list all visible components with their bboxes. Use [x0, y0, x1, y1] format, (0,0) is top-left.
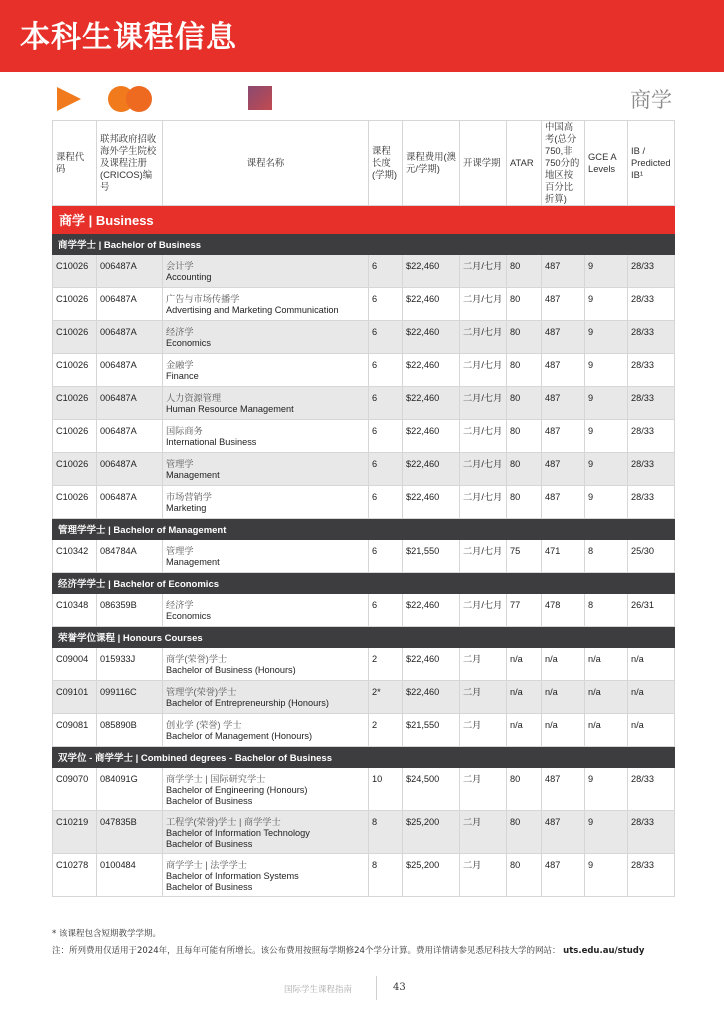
header-ib: IB / Predicted IB¹	[628, 121, 675, 206]
cell-gaokao: 487	[542, 486, 585, 519]
cell-gaokao: 487	[542, 453, 585, 486]
group-header	[53, 627, 675, 648]
square-icon	[248, 86, 272, 110]
cell-fee: $21,550	[403, 714, 460, 747]
cell-gce: 8	[585, 540, 628, 573]
course-name-cn: 金融学	[166, 360, 194, 370]
course-name-cn: 创业学 (荣誉) 学士	[166, 720, 242, 730]
cell-fee: $21,550	[403, 540, 460, 573]
cell-length: 6	[369, 453, 403, 486]
course-name-cn: 人力资源管理	[166, 393, 222, 403]
page-title: 本科生课程信息	[20, 20, 237, 55]
cell-gaokao: 487	[542, 387, 585, 420]
cell-atar: 80	[507, 420, 542, 453]
cell-atar: 80	[507, 486, 542, 519]
cell-gce: 8	[585, 594, 628, 627]
cell-length: 8	[369, 854, 403, 897]
table-row	[53, 420, 675, 453]
cell-cricos: 084091G	[97, 768, 163, 811]
header-intake: 开课学期	[460, 121, 507, 206]
cell-gaokao: 478	[542, 594, 585, 627]
cell-atar: n/a	[507, 648, 542, 681]
course-name-en: Bachelor of Business (Honours)	[166, 665, 296, 675]
cell-course-name	[163, 288, 369, 321]
cell-code: C10026	[53, 354, 97, 387]
cell-code: C10278	[53, 854, 97, 897]
double-circle-icon	[108, 86, 152, 112]
cell-cricos: 006487A	[97, 354, 163, 387]
group-title: 双学位 - 商学学士 | Combined degrees - Bachelor of Business	[53, 747, 675, 768]
cell-fee: $22,460	[403, 354, 460, 387]
cell-fee: $24,500	[403, 768, 460, 811]
course-name-en: Finance	[166, 371, 199, 381]
cell-length: 6	[369, 486, 403, 519]
cell-gaokao: n/a	[542, 648, 585, 681]
cell-fee: $22,460	[403, 486, 460, 519]
cell-atar: 80	[507, 321, 542, 354]
cell-intake: 二月/七月	[460, 387, 507, 420]
cell-course-name	[163, 420, 369, 453]
cell-length: 6	[369, 420, 403, 453]
table-row	[53, 811, 675, 854]
cell-gaokao: 487	[542, 854, 585, 897]
cell-length: 8	[369, 811, 403, 854]
group-title: 商学学士 | Bachelor of Business	[53, 234, 675, 255]
cell-gce: n/a	[585, 681, 628, 714]
cell-cricos: 006487A	[97, 420, 163, 453]
cell-atar: 80	[507, 854, 542, 897]
course-name-en: Economics	[166, 338, 211, 348]
table-row	[53, 453, 675, 486]
cell-code: C10026	[53, 420, 97, 453]
course-name-en: Advertising and Marketing Communication	[166, 305, 339, 315]
course-name-cn: 市场营销学	[166, 492, 212, 502]
course-name-en: International Business	[166, 437, 257, 447]
cell-ib: 25/30	[628, 540, 675, 573]
cell-atar: 80	[507, 453, 542, 486]
cell-code: C10026	[53, 387, 97, 420]
cell-code: C09070	[53, 768, 97, 811]
cell-ib: n/a	[628, 714, 675, 747]
header-gce: GCE A Levels	[585, 121, 628, 206]
cell-fee: $22,460	[403, 681, 460, 714]
cell-ib: 28/33	[628, 321, 675, 354]
cell-cricos: 047835B	[97, 811, 163, 854]
cell-length: 6	[369, 594, 403, 627]
cell-length: 2	[369, 714, 403, 747]
cell-atar: 77	[507, 594, 542, 627]
course-name-en: Management	[166, 557, 220, 567]
cell-ib: 26/31	[628, 594, 675, 627]
group-header	[53, 519, 675, 540]
cell-ib: 28/33	[628, 255, 675, 288]
cell-ib: 28/33	[628, 354, 675, 387]
cell-course-name	[163, 681, 369, 714]
cell-length: 6	[369, 288, 403, 321]
cell-intake: 二月/七月	[460, 420, 507, 453]
cell-course-name	[163, 811, 369, 854]
cell-code: C10219	[53, 811, 97, 854]
cell-fee: $22,460	[403, 255, 460, 288]
course-name-cn: 工程学(荣誉)学士 | 商学学士	[166, 817, 281, 827]
cell-gaokao: 487	[542, 288, 585, 321]
cell-cricos: 006487A	[97, 453, 163, 486]
course-name-cn: 国际商务	[166, 426, 203, 436]
cell-intake: 二月/七月	[460, 288, 507, 321]
cell-course-name	[163, 321, 369, 354]
cell-code: C10342	[53, 540, 97, 573]
cell-code: C10026	[53, 486, 97, 519]
cell-intake: 二月	[460, 768, 507, 811]
cell-gce: n/a	[585, 648, 628, 681]
cell-gaokao: 487	[542, 354, 585, 387]
course-name-en: Bachelor of Business	[166, 796, 253, 806]
course-name-en: Management	[166, 470, 220, 480]
cell-cricos: 099116C	[97, 681, 163, 714]
header-banner	[0, 0, 724, 72]
footnote-asterisk: * 该课程包含短期教学学期。	[52, 929, 161, 939]
cell-ib: 28/33	[628, 768, 675, 811]
cell-course-name	[163, 354, 369, 387]
cell-intake: 二月	[460, 854, 507, 897]
website-link[interactable]: uts.edu.au/study	[563, 946, 645, 956]
group-header	[53, 747, 675, 768]
course-name-en: Bachelor of Information Systems	[166, 871, 299, 881]
course-name-en: Bachelor of Business	[166, 882, 253, 892]
page-number: 43	[393, 982, 406, 993]
header-code: 课程代码	[53, 121, 97, 206]
cell-gce: 9	[585, 768, 628, 811]
table-row	[53, 288, 675, 321]
cell-atar: 75	[507, 540, 542, 573]
course-name-en: Economics	[166, 611, 211, 621]
cell-cricos: 084784A	[97, 540, 163, 573]
course-name-en: Bachelor of Entrepreneurship (Honours)	[166, 698, 329, 708]
group-title: 荣誉学位课程 | Honours Courses	[53, 627, 675, 648]
cell-gce: 9	[585, 453, 628, 486]
cell-intake: 二月	[460, 681, 507, 714]
footer-guide-title: 国际学生课程指南	[284, 985, 353, 995]
cell-cricos: 006487A	[97, 387, 163, 420]
cell-code: C10026	[53, 453, 97, 486]
course-table	[52, 120, 675, 897]
cell-gaokao: 487	[542, 321, 585, 354]
header-course-name: 课程名称	[163, 121, 369, 206]
cell-course-name	[163, 387, 369, 420]
cell-atar: n/a	[507, 681, 542, 714]
cell-cricos: 086359B	[97, 594, 163, 627]
cell-length: 6	[369, 540, 403, 573]
footnote-note-text: 注：所列费用仅适用于2024年，且每年可能有所增长。该公布费用按照每学期修24个学分计算。费用详情请参见悉尼科技大学的网站：	[52, 946, 561, 956]
cell-ib: 28/33	[628, 453, 675, 486]
cell-gce: 9	[585, 255, 628, 288]
cell-course-name	[163, 854, 369, 897]
course-name-en: Bachelor of Information Technology	[166, 828, 310, 838]
cell-cricos: 006487A	[97, 486, 163, 519]
group-header	[53, 573, 675, 594]
cell-ib: 28/33	[628, 387, 675, 420]
course-name-en: Bachelor of Management (Honours)	[166, 731, 313, 741]
cell-course-name	[163, 453, 369, 486]
cell-ib: 28/33	[628, 420, 675, 453]
table-row	[53, 594, 675, 627]
cell-ib: n/a	[628, 648, 675, 681]
cell-course-name	[163, 540, 369, 573]
course-name-en: Human Resource Management	[166, 404, 294, 414]
cell-gce: n/a	[585, 714, 628, 747]
cell-intake: 二月/七月	[460, 255, 507, 288]
cell-cricos: 006487A	[97, 288, 163, 321]
cell-cricos: 015933J	[97, 648, 163, 681]
cell-intake: 二月	[460, 648, 507, 681]
course-name-cn: 会计学	[166, 261, 194, 271]
cell-length: 6	[369, 387, 403, 420]
cell-course-name	[163, 594, 369, 627]
cell-length: 10	[369, 768, 403, 811]
course-name-cn: 管理学(荣誉)学士	[166, 687, 237, 697]
cell-atar: 80	[507, 768, 542, 811]
cell-gce: 9	[585, 420, 628, 453]
cell-fee: $22,460	[403, 453, 460, 486]
faculty-band	[53, 206, 675, 234]
cell-code: C10026	[53, 288, 97, 321]
cell-ib: 28/33	[628, 486, 675, 519]
cell-length: 2*	[369, 681, 403, 714]
section-tag: 商学	[630, 88, 672, 112]
cell-code: C09081	[53, 714, 97, 747]
cell-gaokao: n/a	[542, 681, 585, 714]
cell-code: C09101	[53, 681, 97, 714]
cell-course-name	[163, 255, 369, 288]
cell-fee: $22,460	[403, 594, 460, 627]
table-row	[53, 714, 675, 747]
cell-ib: 28/33	[628, 854, 675, 897]
cell-fee: $25,200	[403, 854, 460, 897]
cell-intake: 二月/七月	[460, 540, 507, 573]
header-gaokao: 中国高考(总分750,非750分的地区按百分比折算)	[542, 121, 585, 206]
cell-intake: 二月/七月	[460, 594, 507, 627]
table-row	[53, 854, 675, 897]
course-name-cn: 商学学士 | 国际研究学士	[166, 774, 266, 784]
table-row	[53, 387, 675, 420]
cell-gce: 9	[585, 387, 628, 420]
course-name-cn: 管理学	[166, 546, 194, 556]
cell-fee: $22,460	[403, 420, 460, 453]
cell-gce: 9	[585, 354, 628, 387]
course-name-cn: 商学学士 | 法学学士	[166, 860, 247, 870]
cell-gaokao: 487	[542, 768, 585, 811]
cell-cricos: 085890B	[97, 714, 163, 747]
header-length: 课程长度(学期)	[369, 121, 403, 206]
cell-cricos: 006487A	[97, 255, 163, 288]
cell-length: 6	[369, 354, 403, 387]
table-row	[53, 768, 675, 811]
group-header	[53, 234, 675, 255]
cell-length: 6	[369, 321, 403, 354]
course-name-en: Accounting	[166, 272, 212, 282]
cell-gaokao: 471	[542, 540, 585, 573]
cell-code: C10026	[53, 255, 97, 288]
table-row	[53, 321, 675, 354]
cell-gaokao: n/a	[542, 714, 585, 747]
cell-atar: 80	[507, 255, 542, 288]
cell-intake: 二月/七月	[460, 321, 507, 354]
course-name-cn: 商学(荣誉)学士	[166, 654, 228, 664]
course-name-cn: 经济学	[166, 327, 194, 337]
table-row	[53, 648, 675, 681]
course-name-en: Bachelor of Business	[166, 839, 253, 849]
cell-atar: 80	[507, 288, 542, 321]
cell-ib: n/a	[628, 681, 675, 714]
cell-gaokao: 487	[542, 420, 585, 453]
faculty-band-label: 商学 | Business	[53, 206, 675, 234]
course-name-cn: 广告与市场传播学	[166, 294, 240, 304]
cell-ib: 28/33	[628, 811, 675, 854]
cell-gce: 9	[585, 854, 628, 897]
cell-intake: 二月/七月	[460, 354, 507, 387]
play-triangle-icon	[57, 87, 81, 111]
cell-gce: 9	[585, 321, 628, 354]
course-name-cn: 管理学	[166, 459, 194, 469]
cell-atar: n/a	[507, 714, 542, 747]
cell-length: 6	[369, 255, 403, 288]
group-title: 管理学学士 | Bachelor of Management	[53, 519, 675, 540]
cell-fee: $22,460	[403, 321, 460, 354]
header-atar: ATAR	[507, 121, 542, 206]
cell-gaokao: 487	[542, 255, 585, 288]
group-title: 经济学学士 | Bachelor of Economics	[53, 573, 675, 594]
table-row	[53, 681, 675, 714]
cell-atar: 80	[507, 354, 542, 387]
cell-cricos: 0100484	[97, 854, 163, 897]
cell-intake: 二月	[460, 811, 507, 854]
footer-divider	[376, 976, 377, 1000]
cell-fee: $25,200	[403, 811, 460, 854]
cell-fee: $22,460	[403, 387, 460, 420]
table-row	[53, 540, 675, 573]
footnote-note	[52, 944, 644, 956]
cell-code: C10348	[53, 594, 97, 627]
table-row	[53, 486, 675, 519]
cell-fee: $22,460	[403, 648, 460, 681]
course-name-cn: 经济学	[166, 600, 194, 610]
cell-intake: 二月/七月	[460, 453, 507, 486]
cell-gce: 9	[585, 288, 628, 321]
cell-intake: 二月	[460, 714, 507, 747]
table-row	[53, 354, 675, 387]
table-row	[53, 255, 675, 288]
cell-fee: $22,460	[403, 288, 460, 321]
cell-course-name	[163, 648, 369, 681]
cell-gce: 9	[585, 811, 628, 854]
cell-course-name	[163, 714, 369, 747]
cell-code: C09004	[53, 648, 97, 681]
cell-course-name	[163, 768, 369, 811]
cell-atar: 80	[507, 811, 542, 854]
cell-cricos: 006487A	[97, 321, 163, 354]
cell-gaokao: 487	[542, 811, 585, 854]
cell-ib: 28/33	[628, 288, 675, 321]
course-name-en: Bachelor of Engineering (Honours)	[166, 785, 308, 795]
cell-atar: 80	[507, 387, 542, 420]
cell-code: C10026	[53, 321, 97, 354]
course-name-en: Marketing	[166, 503, 207, 513]
header-fee: 课程费用(澳元/学期)	[403, 121, 460, 206]
cell-length: 2	[369, 648, 403, 681]
table-header-row	[53, 121, 675, 206]
cell-gce: 9	[585, 486, 628, 519]
header-cricos: 联邦政府招收海外学生院校及课程注册(CRICOS)编号	[97, 121, 163, 206]
cell-course-name	[163, 486, 369, 519]
cell-intake: 二月/七月	[460, 486, 507, 519]
